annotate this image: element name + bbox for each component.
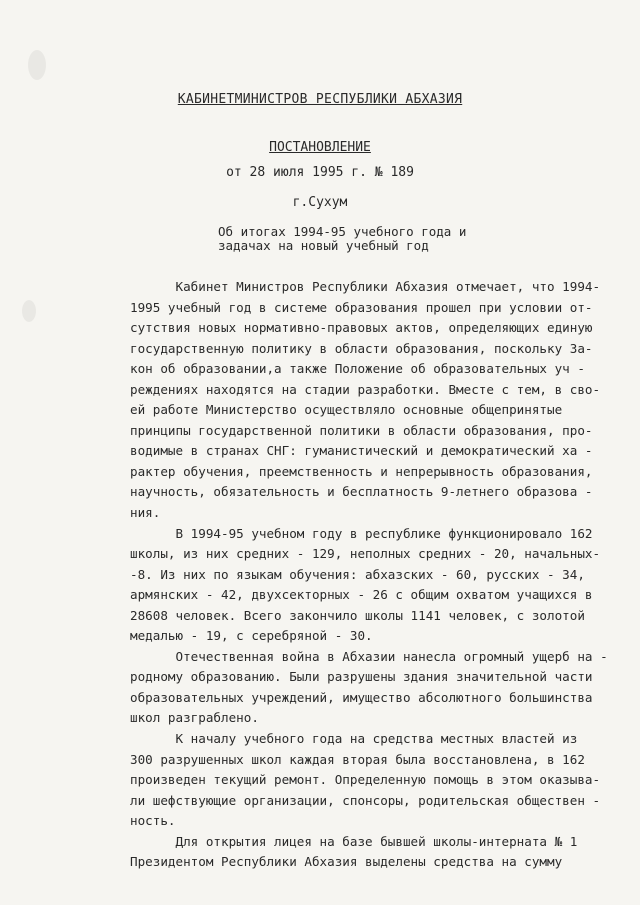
body-line: родному образованию. Были разрушены здания значительной части [130, 669, 593, 685]
body-line: ния. [130, 505, 161, 521]
body-line: школ разграблено. [130, 710, 259, 726]
body-line: ли шефствующие организации, спонсоры, родительская обществен - [130, 792, 601, 808]
paper-smudge [22, 300, 36, 322]
decree-body [130, 277, 610, 873]
body-line: рактер обучения, преемственность и непрерывность образования, [130, 463, 593, 479]
body-line: 28608 человек. Всего закончило школы 1141 человек, с золотой [130, 607, 585, 623]
body-line: научность, обязательность и бесплатность 9-летнего образова - [130, 484, 593, 500]
body-line: Кабинет Министров Республики Абхазия отмечает, что 1994- [130, 279, 601, 294]
body-line: К началу учебного года на средства местных властей из [130, 731, 578, 747]
document-type: ПОСТАНОВЛЕНИЕ [269, 140, 371, 155]
body-line: кон об образовании,а также Положение об образовательных уч - [130, 361, 585, 377]
body-line: -8. Из них по языкам обучения: абхазских - 60, русских - 34, [130, 566, 585, 582]
body-line: ей работе Министерство осуществляло основные общепринятые [130, 402, 563, 418]
paper-smudge [28, 50, 46, 80]
body-line: водимые в странах СНГ: гуманистический и демократический ха - [130, 443, 593, 459]
body-line: принципы государственной политики в области образования, про- [130, 422, 593, 438]
body-line: медалью - 19, с серебряной - 30. [130, 628, 373, 644]
body-line: 300 разрушенных школ каждая вторая была восстановлена, в 162 [130, 751, 585, 767]
body-line: Президентом Республики Абхазия выделены средства на сумму [130, 854, 563, 870]
issuer-title: КАБИНЕТМИНИСТРОВ РЕСПУБЛИКИ АБХАЗИЯ [177, 92, 463, 107]
body-line: 1995 учебный год в системе образования прошел при условии от- [130, 299, 593, 315]
body-line: произведен текущий ремонт. Определенную помощь в этом оказыва- [130, 772, 601, 788]
body-line: школы, из них средних - 129, неполных средних - 20, начальных- [130, 546, 601, 562]
body-line: В 1994-95 учебном году в республике функционировало 162 [130, 525, 593, 541]
subject-line: задачах на новый учебный год [218, 238, 429, 253]
body-line: реждениях находятся на стадии разработки. Вместе с тем, в сво- [130, 381, 601, 397]
body-line: Для открытия лицея на базе бывшей школы-интерната № 1 [130, 833, 578, 849]
body-line: государственную политику в области образования, поскольку За- [130, 340, 593, 356]
body-line: ность. [130, 813, 176, 829]
body-line: Отечественная война в Абхазии нанесла огромный ущерб на - [130, 648, 608, 664]
subject-line: Об итогах 1994-95 учебного года и [218, 224, 467, 239]
decree-city: г.Сухум [292, 195, 348, 210]
body-line: образовательных учреждений, имущество абсолютного большинства [130, 689, 593, 705]
decree-date: от 28 июля 1995 г. № 189 [226, 165, 414, 180]
body-line: сутствия новых нормативно-правовых актов, определяющих единую [130, 320, 593, 336]
body-line: армянских - 42, двухсекторных - 26 с общим охватом учащихся в [130, 587, 593, 603]
decree-subject [218, 225, 466, 253]
